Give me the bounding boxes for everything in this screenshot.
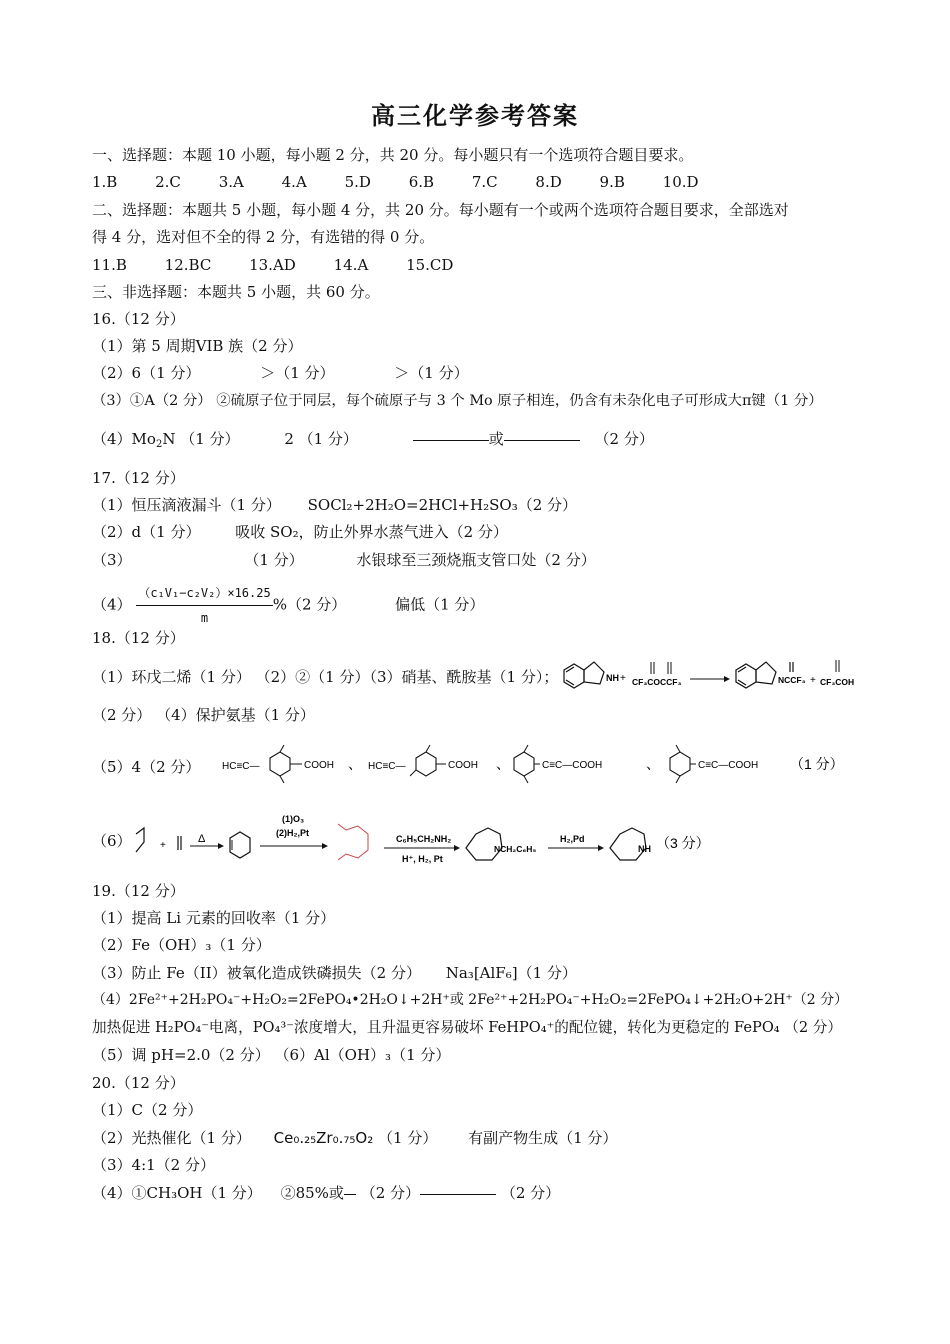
anhydride-reagent: CF₃COCCF₃ <box>632 677 682 687</box>
azepane-nh-label: NH <box>638 844 651 854</box>
diels-alder-plus: + <box>160 840 166 851</box>
ethylene <box>178 836 181 850</box>
separator-2: 、 <box>496 756 510 772</box>
heat-symbol: Δ <box>198 833 206 845</box>
reaction-arrowhead <box>724 676 730 682</box>
q17-1-answer-a: （1）恒压滴液漏斗（1 分） <box>92 496 281 514</box>
q20-4-answer-a: （4）①CH₃OH（1 分） <box>92 1184 262 1202</box>
q17-3-answer: 水银球至三颈烧瓶支管口处（2 分） <box>356 551 596 569</box>
isomer-4 <box>670 745 758 783</box>
q17-line4 <box>92 583 484 628</box>
part3-header: 三、非选择题：本题共 5 小题，共 60 分。 <box>92 283 380 301</box>
q18-6-synthesis-route <box>132 808 722 880</box>
q16-4-formula-sub: 2 <box>155 439 163 450</box>
q17-4-label: （4） <box>92 595 132 614</box>
ethynyl-group-2: HC≡C— <box>368 761 406 772</box>
q19-3-answer-b: Na₃[AlF₆]（1 分） <box>445 964 577 982</box>
q17-line2 <box>92 522 508 542</box>
fraction-bar-1 <box>413 440 489 441</box>
ozonolysis-step1: (1)O₃ <box>282 814 305 824</box>
part2-header-line2: 得 4 分，选对但不全的得 2 分，有选错的得 0 分。 <box>92 228 435 246</box>
reaction-plus-2: + <box>810 675 816 686</box>
q18-line2: （2 分） （4）保护氨基（1 分） <box>92 706 315 724</box>
q17-2-answer-b: 吸收 SO₂，防止外界水蒸气进入（2 分） <box>235 523 508 541</box>
cyclohexene <box>230 832 250 858</box>
fraction-numerator: （c₁V₁−c₂V₂）×16.25 <box>136 583 272 606</box>
q18-5-score: （1 分） <box>790 756 844 772</box>
q19-line6: （5）调 pH=2.0（2 分） （6）Al（OH）₃（1 分） <box>92 1046 451 1064</box>
separator-3: 、 <box>646 756 660 772</box>
isomer-2 <box>368 745 478 776</box>
q19-head: 19.（12 分） <box>92 882 185 900</box>
answer-15: 15.CD <box>406 256 454 274</box>
hexanedial <box>338 824 368 860</box>
ethynyl-group-1: HC≡C— <box>222 761 260 772</box>
part2-answers <box>92 255 453 275</box>
butadiene <box>136 828 144 852</box>
q20-line2 <box>92 1128 617 1148</box>
q16-4-formula: （4）Mo <box>92 430 156 448</box>
answer-8: 8.D <box>535 173 562 191</box>
q20-line1: （1）C（2 分） <box>92 1101 203 1119</box>
q16-line4 <box>92 429 654 455</box>
q19-line5: 加热促进 H₂PO₄⁻电离，PO₄³⁻浓度增大，且升温更容易破坏 FeHPO₄⁺的配位键，转化为更稳定的 FePO₄ （2 分） <box>92 1019 842 1036</box>
part1-answers <box>92 172 699 192</box>
answer-5: 5.D <box>344 173 371 191</box>
answer-12: 12.BC <box>164 256 212 274</box>
q16-line1: （1）第 5 周期VIB 族（2 分） <box>92 337 303 355</box>
ozonolysis-step2: (2)H₂,Pt <box>276 828 309 838</box>
isomer-1 <box>222 745 334 783</box>
part1-header: 一、选择题：本题 10 小题，每小题 2 分，共 20 分。每小题只有一个选项符合题目要求。 <box>92 146 694 164</box>
q18-line1: （1）环戊二烯（1 分） （2）②（1 分）（3）硝基、酰胺基（1 分）； <box>92 668 559 686</box>
q16-4-answer-b: 2 （1 分） <box>284 430 358 448</box>
benzazepine-structure <box>564 662 604 688</box>
n-benzyl-label: NCH₂C₆H₅ <box>494 844 537 854</box>
q19-line1: （1）提高 Li 元素的回收率（1 分） <box>92 909 336 927</box>
answer-11: 11.B <box>92 256 127 274</box>
answer-9: 9.B <box>599 173 625 191</box>
q19-line3 <box>92 963 577 983</box>
q17-3-label: （3） <box>92 551 132 569</box>
q16-2-answer-c: ＞（1 分） <box>394 364 469 382</box>
q19-line2: （2）Fe（OH）₃（1 分） <box>92 936 271 954</box>
q20-4-answer-b: ②85%或 <box>280 1184 344 1202</box>
part2-header-line1: 二、选择题：本题共 5 小题，每小题 4 分，共 20 分。每小题有一个或两个选项符合题目要求，全部选对 <box>92 201 789 219</box>
q18-6-label: （6） <box>92 832 132 850</box>
q18-6-score: （3 分） <box>656 835 710 851</box>
q20-line4 <box>92 1183 560 1203</box>
answer-3: 3.A <box>218 173 244 191</box>
q20-4-score-c: （2 分） <box>500 1184 561 1202</box>
answer-7: 7.C <box>471 173 498 191</box>
q18-5-label: （5）4（2 分） <box>92 758 201 776</box>
carboxyl-1: COOH <box>304 760 334 771</box>
q16-head: 16.（12 分） <box>92 310 185 328</box>
q16-4-formula-end: N （1 分） <box>162 430 240 448</box>
fraction-bar-2 <box>504 440 580 441</box>
q20-2-answer-c: 有副产物生成（1 分） <box>468 1129 618 1147</box>
carbonyl-marks <box>651 662 671 674</box>
answer-14: 14.A <box>333 256 369 274</box>
separator-1: 、 <box>348 756 362 772</box>
reactant-nh-label: NH <box>606 673 619 683</box>
q18-5-isomers <box>222 742 852 786</box>
fraction-bar-4 <box>420 1194 496 1195</box>
byproduct-acid: CF₃COH <box>820 677 855 687</box>
answer-6: 6.B <box>408 173 435 191</box>
q20-line3: （3）4:1（2 分） <box>92 1156 215 1174</box>
q16-2-answer-b: ＞（1 分） <box>260 364 335 382</box>
alkynoic-acid-4: C≡C—COOH <box>698 760 759 771</box>
carboxyl-2: COOH <box>448 760 478 771</box>
q18-reaction-scheme <box>552 654 864 700</box>
purity-fraction <box>136 583 272 628</box>
q17-4-answer: 偏低（1 分） <box>395 595 485 614</box>
q17-line1 <box>92 495 577 515</box>
q16-4-or: 或 <box>488 430 504 448</box>
q17-1-equation: SOCl₂+2H₂O=2HCl+H₂SO₃（2 分） <box>307 496 578 514</box>
q20-2-score: （1 分） <box>378 1129 438 1147</box>
q20-head: 20.（12 分） <box>92 1074 185 1092</box>
reaction-plus-1: + <box>620 673 626 684</box>
q16-line3: （3）①A（2 分） ②硫原子位于同层，每个硫原子与 3 个 Mo 原子相连，仍含有未杂化电子可形成大π键（1 分） <box>92 393 823 409</box>
answer-2: 2.C <box>155 173 181 191</box>
q18-head: 18.（12 分） <box>92 629 185 647</box>
q17-4-score: %（2 分） <box>272 595 347 614</box>
fraction-denominator: m <box>200 611 209 625</box>
answer-10: 10.D <box>662 173 699 191</box>
page-title: 高三化学参考答案 <box>371 102 579 130</box>
q16-2-answer-a: （2）6（1 分） <box>92 364 201 382</box>
benzylamine-reagent: C₆H₅CH₂NH₂ <box>396 834 452 844</box>
q17-line3 <box>92 550 596 570</box>
isomer-3 <box>514 745 602 783</box>
q17-head: 17.（12 分） <box>92 469 185 487</box>
q20-2-answer-a: （2）光热催化（1 分） <box>92 1129 251 1147</box>
reductive-amination-conditions: H⁺, H₂, Pt <box>402 854 443 864</box>
q19-3-answer-a: （3）防止 Fe（II）被氧化造成铁磷损失（2 分） <box>92 964 421 982</box>
fraction-bar-3 <box>344 1194 356 1195</box>
q17-3-score: （1 分） <box>244 551 304 569</box>
q16-4-score: （2 分） <box>594 430 654 448</box>
q20-2-catalyst-formula: Ce₀.₂₅Zr₀.₇₅O₂ <box>273 1129 374 1147</box>
answer-4: 4.A <box>281 173 307 191</box>
answer-13: 13.AD <box>249 256 296 274</box>
product-amide-label: NCCF₃ <box>778 675 806 685</box>
q19-line4: （4）2Fe²⁺+2H₂PO₄⁻+H₂O₂=2FePO₄•2H₂O↓+2H⁺或 2Fe²⁺+2H₂PO₄⁻+H₂O₂=2FePO₄↓+2H₂O+2H⁺（2 分） <box>92 992 849 1008</box>
debenzylation-reagent: H₂,Pd <box>560 834 585 844</box>
alkynoic-acid-3: C≡C—COOH <box>542 760 603 771</box>
answer-1: 1.B <box>92 173 118 191</box>
q16-line2 <box>92 363 469 383</box>
q17-2-answer-a: （2）d（1 分） <box>92 523 201 541</box>
q20-4-score-b: （2 分） <box>360 1184 421 1202</box>
